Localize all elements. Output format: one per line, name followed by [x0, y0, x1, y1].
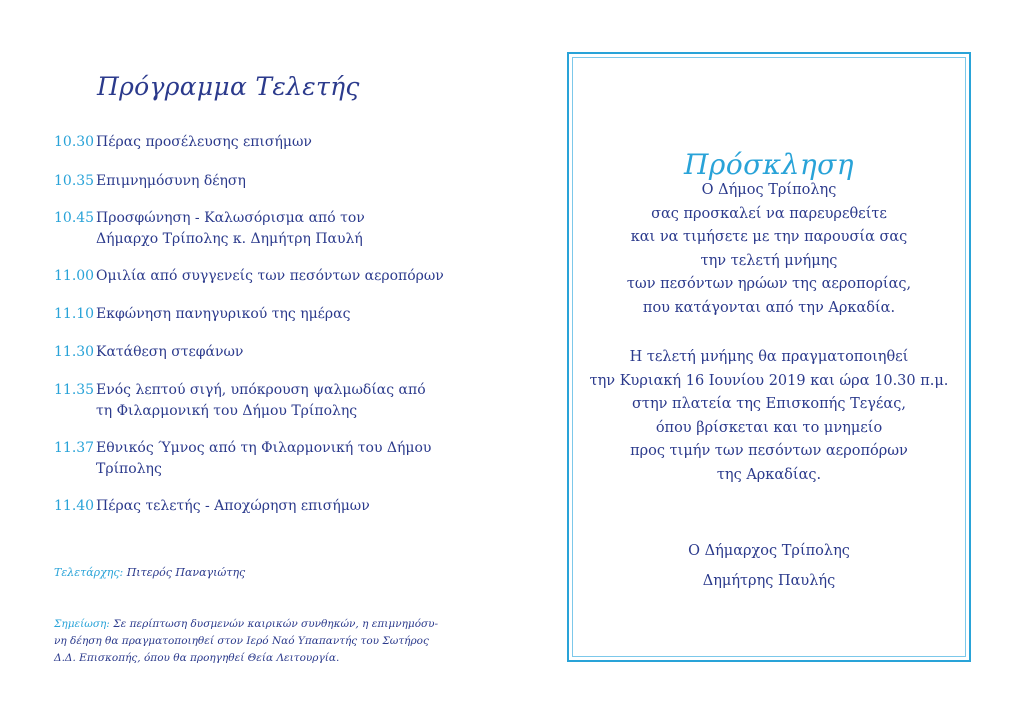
invitation-paragraph-1	[569, 179, 969, 320]
invitation-card	[567, 52, 971, 662]
ceremony-master-name: Πιτερός Παναγιώτης	[126, 566, 246, 579]
invitation-title: Πρόσκληση	[683, 148, 855, 181]
program-text: Πέρας τελετής - Αποχώρηση επισήμων	[96, 498, 370, 514]
program-text: Προσφώνηση - Καλωσόρισμα από τον	[96, 210, 365, 226]
invitation-paragraph-2	[569, 346, 969, 487]
signature-name: Δημήτρης Παυλής	[702, 573, 836, 589]
note-text: Σε περίπτωση δυσμενών καιρικών συνθηκών, η επιμνημόσυ-	[109, 618, 439, 630]
note-label: Σημείωση:	[54, 618, 110, 630]
program-text: Τρίπολης	[96, 461, 162, 477]
invitation-line: Ο Δήμος Τρίπολης	[701, 182, 837, 198]
program-time: 10.35	[54, 173, 95, 189]
invitation-line: την τελετή μνήμης	[700, 252, 838, 269]
note-text: Δ.Δ. Επισκοπής, όπου θα προηγηθεί Θεία Λειτουργία.	[54, 652, 340, 664]
invitation-line: Η τελετή μνήμης θα πραγματοποιηθεί	[629, 349, 909, 365]
program-time: 10.30	[54, 134, 95, 150]
program-item	[54, 304, 476, 325]
ceremony-master	[54, 566, 245, 579]
invitation-line: της Αρκαδίας.	[716, 466, 822, 483]
program-time: 11.10	[54, 306, 95, 322]
program-time: 10.45	[54, 210, 95, 226]
program-time: 11.35	[54, 382, 95, 398]
program-item	[54, 438, 476, 480]
signature-title: Ο Δήμαρχος Τρίπολης	[688, 543, 850, 559]
program-item	[54, 171, 476, 192]
invitation-line: στην πλατεία της Επισκοπής Τεγέας,	[632, 396, 906, 412]
program-text: Δήμαρχο Τρίπολης κ. Δημήτρη Παυλή	[96, 231, 363, 247]
program-title: Πρόγραμμα Τελετής	[97, 72, 360, 101]
program-item	[54, 132, 476, 153]
program-text: Πέρας προσέλευσης επισήμων	[96, 134, 312, 150]
program-text: Επιμνημόσυνη δέηση	[96, 173, 246, 189]
invitation-line: και να τιμήσετε με την παρουσία σας	[630, 229, 908, 245]
program-item	[54, 380, 476, 422]
invitation-line: που κατάγονται από την Αρκαδία.	[642, 299, 896, 316]
invitation-line: προς τιμήν των πεσόντων αεροπόρων	[630, 443, 908, 459]
program-time: 11.30	[54, 344, 95, 360]
program-text: Εκφώνηση πανηγυρικού της ημέρας	[96, 306, 351, 322]
invitation-line: των πεσόντων ηρώων της αεροπορίας,	[626, 276, 912, 292]
program-item	[54, 342, 476, 363]
note-text: νη δέηση θα πραγματοποιηθεί στον Ιερό Ναό Υπαπαντής του Σωτήρος	[54, 635, 429, 647]
invitation-line: όπου βρίσκεται και το μνημείο	[655, 419, 883, 436]
program-text: Ενός λεπτού σιγή, υπόκρουση ψαλμωδίας από	[96, 382, 426, 398]
program-text: Εθνικός Ύμνος από τη Φιλαρμονική του Δήμου	[96, 440, 432, 456]
program-text: τη Φιλαρμονική του Δήμου Τρίπολης	[96, 403, 358, 419]
program-item	[54, 266, 476, 287]
program-text: Ομιλία από συγγενείς των πεσόντων αεροπόρων	[96, 268, 444, 284]
program-item	[54, 496, 476, 517]
program-text: Κατάθεση στεφάνων	[96, 344, 244, 360]
program-time: 11.00	[54, 268, 95, 284]
ceremony-master-label: Τελετάρχης:	[54, 566, 124, 579]
invitation-line: την Κυριακή 16 Ιουνίου 2019 και ώρα 10.30 π.μ.	[589, 372, 949, 389]
program-time: 11.37	[54, 440, 95, 456]
signature-block	[569, 536, 969, 596]
program-panel	[0, 0, 500, 717]
weather-note	[54, 616, 474, 667]
program-time: 11.40	[54, 498, 95, 514]
invitation-line: σας προσκαλεί να παρευρεθείτε	[651, 205, 887, 222]
program-item	[54, 208, 476, 250]
